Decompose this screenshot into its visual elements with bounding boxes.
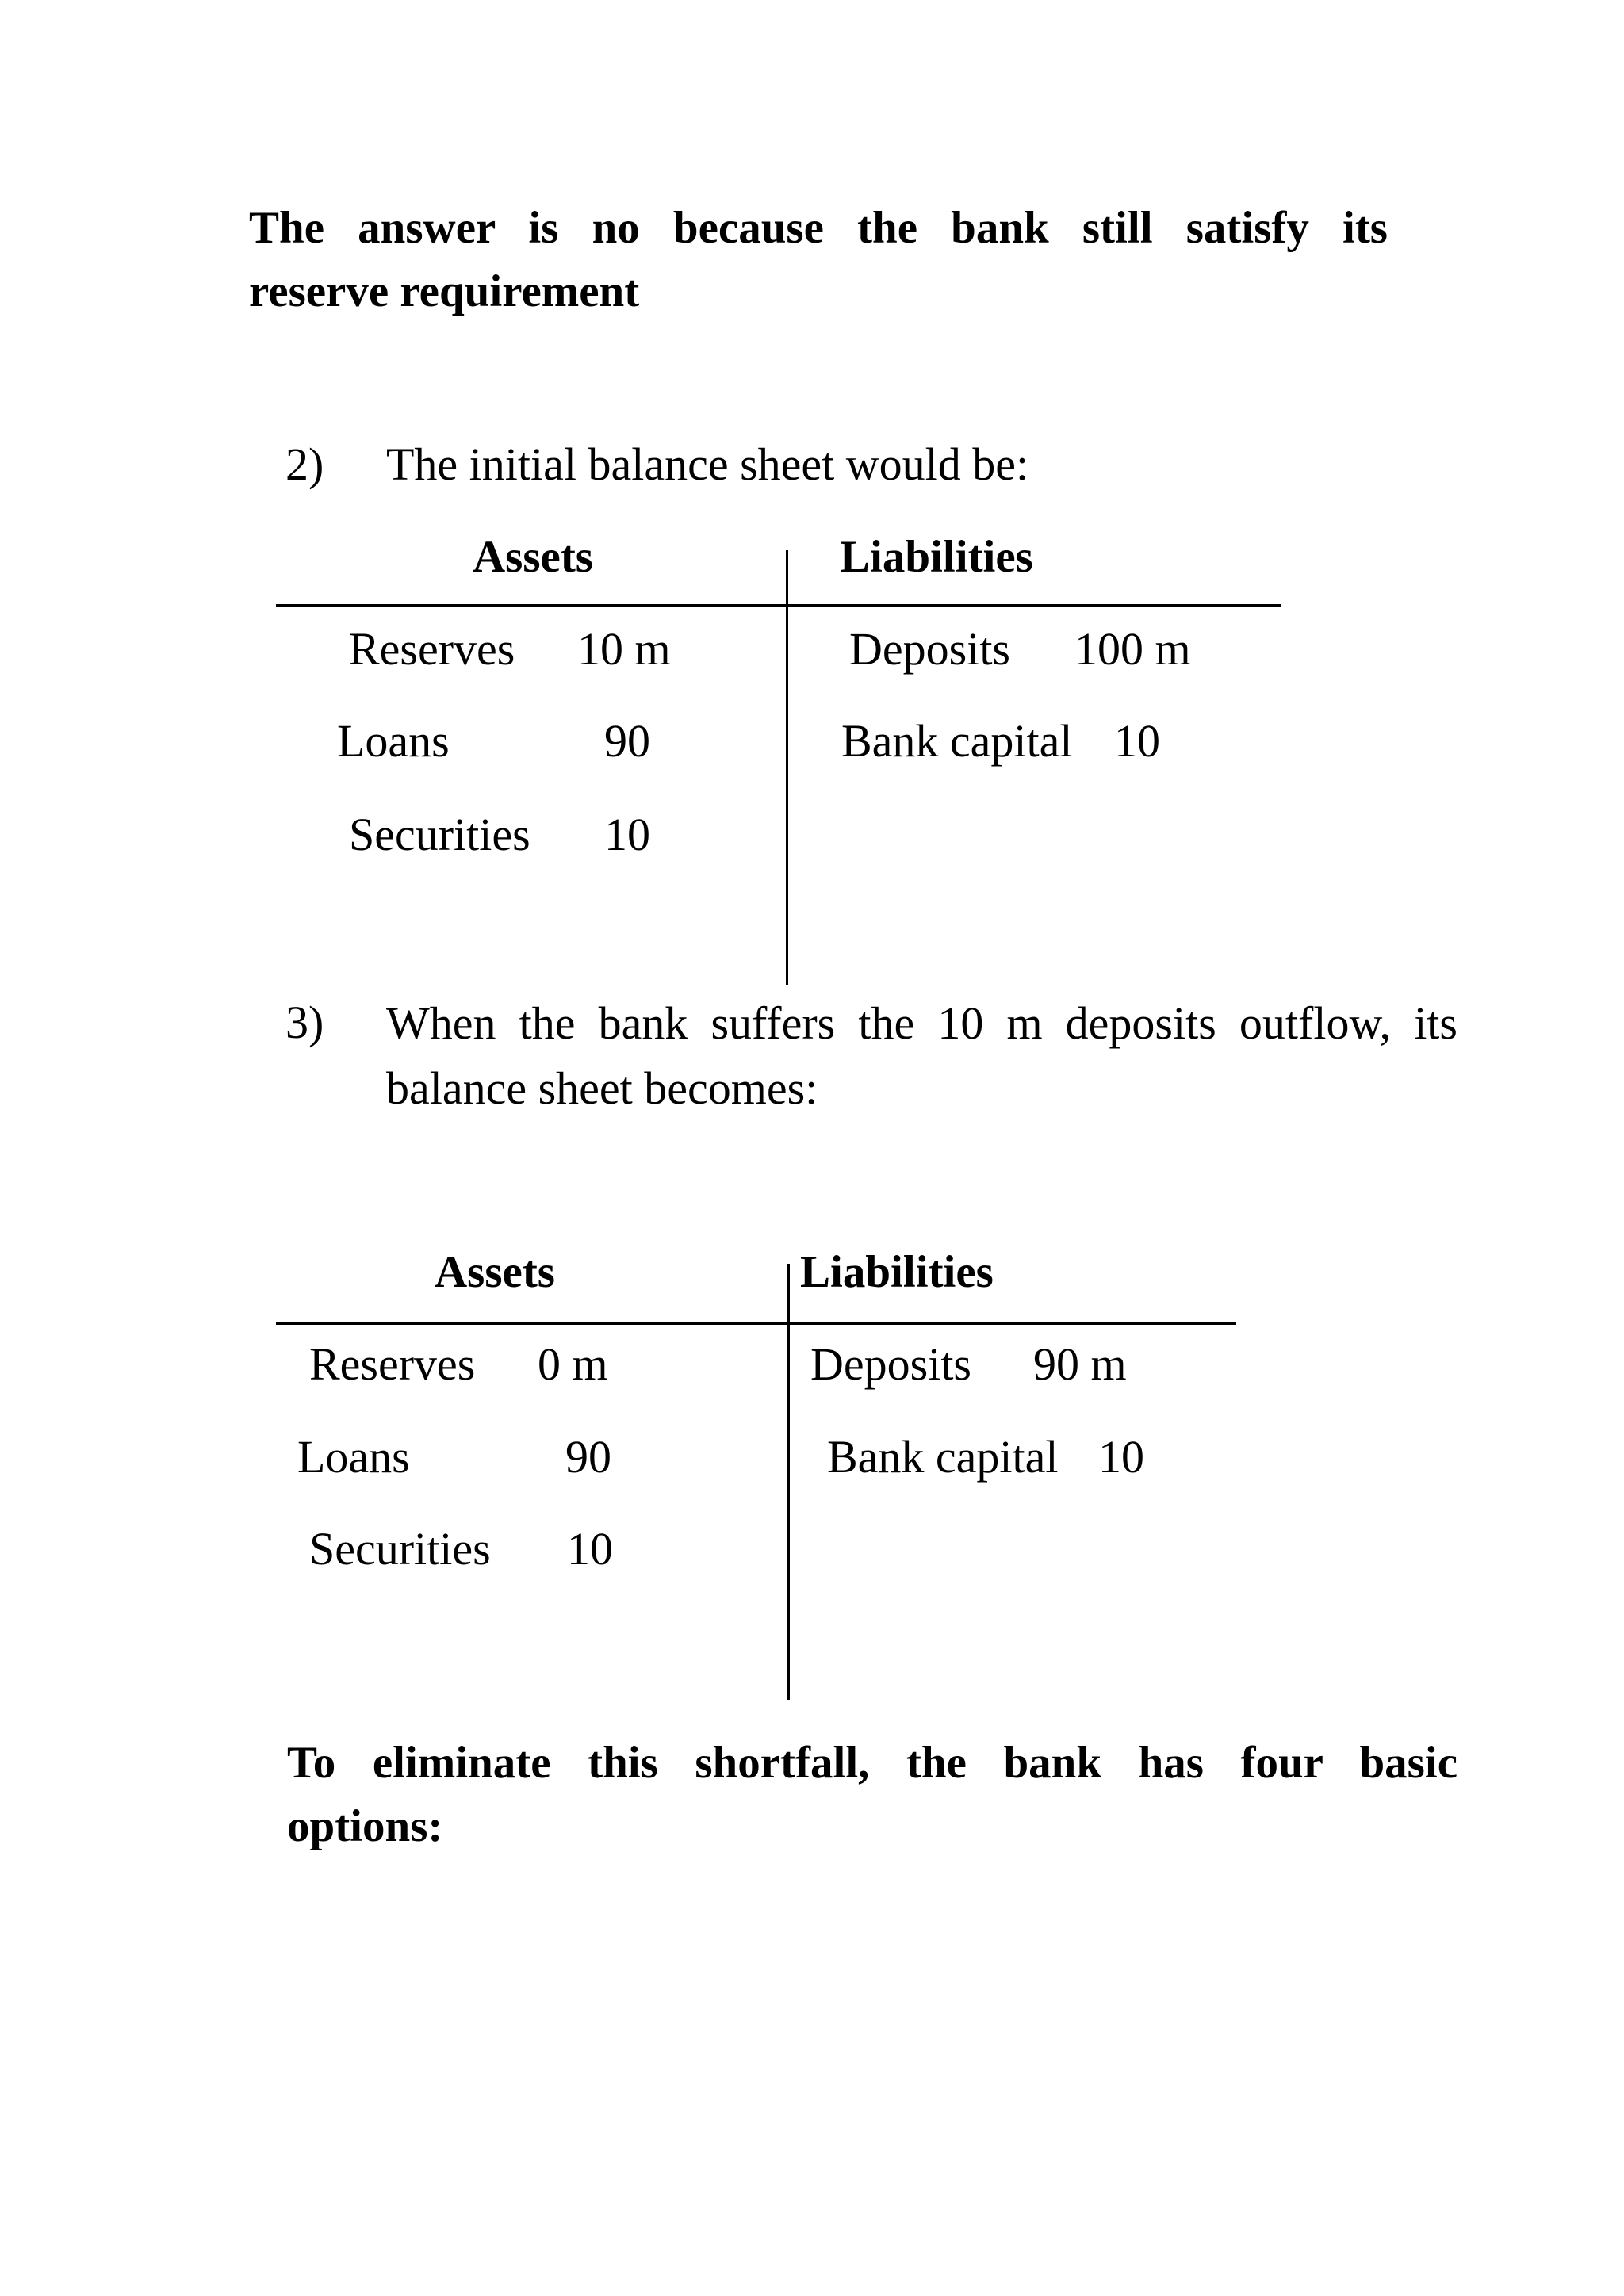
item-3-number: 3) (285, 997, 324, 1048)
table1-assets-header: Assets (473, 532, 593, 582)
table1-horizontal-rule (276, 604, 1281, 607)
table1-asset-label: Securities (349, 809, 530, 860)
table2-asset-label: Loans (297, 1431, 410, 1483)
conclusion-paragraph (287, 1732, 1457, 1858)
table2-asset-label: Securities (309, 1523, 491, 1575)
table2-liability-label: Deposits (810, 1338, 971, 1390)
table1-asset-value: 90 (604, 715, 650, 767)
table1-vertical-rule (786, 550, 788, 985)
conclusion-line-1: To eliminate this shortfall, the bank has four basic (287, 1738, 1457, 1788)
item-2-number: 2) (285, 438, 324, 490)
table2-asset-value: 90 (565, 1431, 611, 1483)
item-3-text (386, 991, 1457, 1121)
table2-vertical-rule (787, 1264, 790, 1700)
item-2-text: The initial balance sheet would be: (386, 438, 1029, 490)
table2-asset-label: Reserves (309, 1338, 476, 1390)
table1-liability-value: 10 (1114, 715, 1160, 767)
table1-asset-label: Loans (337, 715, 450, 767)
table2-horizontal-rule (276, 1322, 1236, 1325)
table2-liability-value: 90 m (1033, 1338, 1127, 1390)
intro-line-1: The answer is no because the bank still satisfy its (249, 203, 1388, 253)
table1-liability-label: Deposits (849, 623, 1010, 675)
table1-asset-value: 10 (604, 809, 650, 860)
table1-liabilities-header: Liabilities (840, 532, 1033, 582)
table1-liability-value: 100 m (1074, 623, 1191, 675)
item-3-line-2: balance sheet becomes: (386, 1062, 818, 1114)
table1-liability-label: Bank capital (841, 715, 1073, 767)
table2-liability-label: Bank capital (827, 1431, 1059, 1483)
table2-liability-value: 10 (1098, 1431, 1144, 1483)
table2-asset-value: 0 m (538, 1338, 608, 1390)
table2-asset-value: 10 (567, 1523, 613, 1575)
intro-line-2: reserve requirement (249, 266, 640, 316)
table2-assets-header: Assets (435, 1247, 555, 1297)
table1-asset-value: 10 m (577, 623, 671, 675)
intro-paragraph (249, 197, 1388, 323)
conclusion-line-2: options: (287, 1801, 443, 1851)
table1-asset-label: Reserves (349, 623, 515, 675)
table2-liabilities-header: Liabilities (800, 1247, 994, 1297)
item-3-line-1: When the bank suffers the 10 m deposits outflow, its (386, 997, 1457, 1049)
